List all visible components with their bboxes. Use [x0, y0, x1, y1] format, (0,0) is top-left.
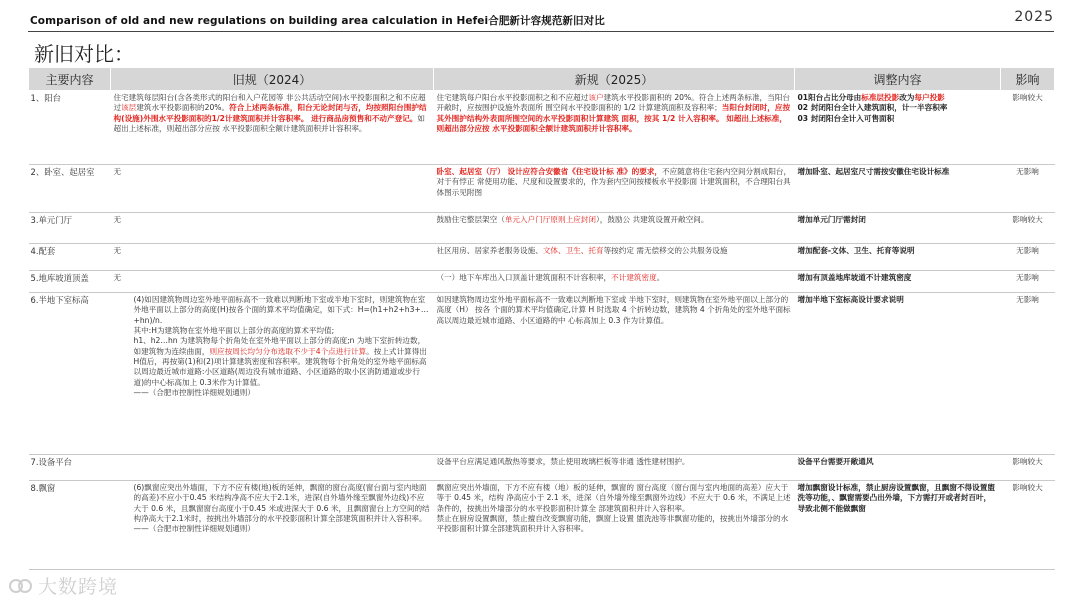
text-segment: 等按约定 需无偿移交的公共服务设施	[603, 246, 728, 255]
cell-impact: 影响较大	[1001, 91, 1055, 165]
text-segment: 住宅建筑每层阳台(含各类形式的阳台和入户花园等 非公共活动空间)水平投影面积之和不应超过	[113, 93, 426, 113]
cell-adjustment	[795, 481, 1001, 570]
col-header-impact: 影响	[1001, 68, 1055, 91]
text-segment: 不应随意将住宅套内空间分割成阳台，对于有悖正 常使用功能、尺度和设置要求的，作为套内空间按楼板水平投影面 计建筑面积，不合理阳台具体图示见附图	[436, 167, 792, 197]
highlighted-text: 该户	[588, 93, 604, 102]
cell-item: 4.配套	[29, 244, 111, 271]
text-segment: 无	[113, 215, 122, 224]
highlighted-text: 则应按周长均匀分布选取不少于4个点进行计算	[209, 346, 367, 356]
text-segment: 增加半地下室标高设计要求说明	[797, 295, 904, 304]
cell-item: 1、阳台	[29, 91, 111, 165]
highlighted-text: 标准层投影	[861, 93, 900, 102]
text-segment: 如因建筑物周边室外地平面标高不一致难以判断地下室或 半地下室时，则建筑物在室外地平面以上部分的高度（H） 按各 个面的算术平均值确定,计算 H 时选取 4 个折转边数，建筑物 4 个折角处的室外地平面标高以周边最近城市道路、小区道路的中 心标高加上 0.3 作为计算值。	[436, 295, 791, 325]
text-segment: 无	[113, 273, 122, 282]
cell-item: 7.设备平台	[29, 455, 111, 481]
watermark-logo-icon	[8, 576, 34, 596]
table-row	[29, 293, 1055, 455]
cell-adjustment	[795, 244, 1001, 271]
text-segment: 设备平台需要开敞通风	[797, 457, 874, 466]
text-segment: 如超出上述标准，则超出部分应按 水平投影面积全额计建筑面积并计容积率。	[113, 113, 425, 133]
cell-new-rule	[434, 165, 795, 213]
comparison-table	[28, 67, 1055, 570]
table-row	[29, 91, 1055, 165]
text-segment: 无	[113, 246, 122, 255]
text-segment: 建筑水平投影面积的20%。	[136, 103, 230, 113]
cell-impact: 无影响	[1001, 271, 1055, 293]
text-segment: 增加单元门厅需封闭	[797, 215, 866, 224]
cell-old-rule	[111, 271, 434, 293]
cell-new-rule	[434, 293, 795, 455]
cell-adjustment	[795, 455, 1001, 481]
text-segment: 鼓励住宅整层架空（	[436, 215, 505, 224]
text-segment: 设备平台应满足通风散热等要求，禁止使用玻璃栏板等非通 透性建材围护。	[436, 457, 690, 466]
highlighted-text: 该层	[121, 103, 137, 113]
highlighted-text: 当阳台封闭时，应按其外围护结构外表面所围空间的水平投影面积计算建筑 面积，按其 1/2 计入容积率。 如超出上述标准，则超出部分应按 水平投影面积全额计建筑面积并计容积率。	[436, 103, 791, 133]
cell-item: 3.单元门厅	[29, 213, 111, 244]
text-segment: (4)如因建筑物周边室外地平面标高不一致难以判断地下室或半地下室时，则建筑物在室外地平面以上部分的高度(H)按各个面的算术平均值确定，如下式：H=(h1+h2+h3+…+hn)/n. 其中:H为建筑物在室外地平面以上部分的高度的算术平均值; h1、h2…hn 为建筑物每个折角处在室外地平面以上部分的高度;n 为地下室折转边数，如建筑物为连续曲面，	[133, 295, 429, 356]
header-title: Comparison of old and new regulations on building area calculation in Hefei合肥新计容规范新旧对比	[30, 15, 605, 27]
col-header-old: 旧规（2024）	[111, 68, 434, 91]
watermark-text: 大数跨境	[38, 576, 119, 598]
text-segment: 社区用房、居家养老服务设施、	[436, 246, 543, 255]
text-segment: 增加飘窗设计标准，禁止厨房设置飘窗，且飘窗不得设置盥洗等功能，、飘窗需要凸出外墙，下方需打开或者封百叶，导致北侧不能做飘窗	[797, 483, 995, 513]
cell-old-rule	[111, 293, 434, 455]
cell-impact: 影响较大	[1001, 481, 1055, 570]
cell-item: 8.飘窗	[29, 481, 111, 570]
text-segment: 改为	[899, 93, 915, 102]
cell-old-rule	[111, 213, 434, 244]
table-row	[29, 244, 1055, 271]
text-segment: （一）地下车库出入口顶盖计建筑面积不计容积率，	[436, 273, 612, 282]
table-row	[29, 271, 1055, 293]
cell-new-rule	[434, 455, 795, 481]
cell-impact: 无影响	[1001, 244, 1055, 271]
table-row	[29, 481, 1055, 570]
header-year: 2025	[1014, 9, 1054, 25]
cell-old-rule	[111, 91, 434, 165]
highlighted-text: 单元入户门厅原则上应封闭	[504, 215, 596, 224]
text-segment: 增加卧室、起居室尺寸需按安徽住宅设计标准	[797, 167, 950, 176]
main-title: 新旧对比：	[34, 42, 134, 66]
cell-impact: 影响较大	[1001, 455, 1055, 481]
cell-item: 6.半地下室标高	[29, 293, 111, 455]
cell-old-rule	[111, 455, 434, 481]
cell-old-rule	[111, 165, 434, 213]
cell-adjustment	[795, 293, 1001, 455]
text-segment: 住宅建筑每户阳台水平投影面积之和不应超过	[436, 93, 589, 102]
highlighted-text: 文体、卫生、托育	[542, 246, 604, 255]
highlighted-text: 不计建筑密度	[611, 273, 657, 282]
text-segment: 增加有顶盖地库坡道不计建筑密度	[797, 273, 912, 282]
text-segment: 01阳台占比分母由	[797, 93, 862, 102]
cell-impact: 影响较大	[1001, 213, 1055, 244]
cell-old-rule	[111, 244, 434, 271]
cell-new-rule	[434, 271, 795, 293]
cell-new-rule	[434, 213, 795, 244]
cell-impact: 无影响	[1001, 293, 1055, 455]
cell-new-rule	[434, 91, 795, 165]
highlighted-text: 卧室、起居室（厅） 设计应符合安徽省《住宅设计标 准》的要求，	[436, 167, 663, 176]
cell-item: 2、卧室、起居室	[29, 165, 111, 213]
cell-adjustment	[795, 271, 1001, 293]
highlighted-text: 每户投影	[914, 93, 945, 102]
cell-impact: 无影响	[1001, 165, 1055, 213]
text-segment: 飘窗应突出外墙面，下方不应有楼（地）板的延伸，飘窗的 窗台高度（窗台面与室内地面的高差）应大于等于 0.45 米，结构 净高应小于 2.1 米，进深（自外墙外缘至飘窗外边线）不应大于 0.6 米，不满足上述条件的，按挑出外墙部分的水平投影面积计算全 部建筑面积并计入容积率。 禁止在厨房设置飘窗，禁止擅自改变飘窗功能，飘窗上设置 盥洗池等非飘窗功能的，按挑出外墙部分的水平投影面积计算全部建筑面积并计入容积率。	[436, 483, 791, 534]
col-header-adjust: 调整内容	[795, 68, 1001, 91]
table-header-row	[29, 68, 1055, 91]
text-segment: ），鼓励公 共建筑设置开敞空间。	[595, 215, 709, 224]
table-row	[29, 165, 1055, 213]
col-header-item: 主要内容	[29, 68, 111, 91]
table-row	[29, 213, 1055, 244]
cell-new-rule	[434, 481, 795, 570]
watermark	[8, 572, 118, 599]
text-segment: 增加配套-文体、卫生、托育等说明	[797, 246, 915, 255]
table-row	[29, 455, 1055, 481]
cell-adjustment	[795, 165, 1001, 213]
cell-item: 5.地库坡道顶盖	[29, 271, 111, 293]
header-divider	[28, 31, 1054, 32]
highlighted-text: 符合上述两条标准，阳台无论封闭与否，均按照阳台围护结构(设施)外围水平投影面积的1/2计建筑面积并计容积率。 进行商品房预售和不动产登记。	[113, 103, 427, 123]
text-segment: 建筑水平投影面积的 20%。符合上述两条标准，当阳台开敞时，应按围护设施外表面所 围空间水平投影面积的 1/2 计算建筑面积及容积率；	[436, 93, 790, 113]
text-segment: 02 封闭阳台全计入建筑面积，计一半容积率 03 封闭阳台全计入可售面积	[797, 103, 948, 123]
text-segment: 。	[656, 273, 665, 282]
cell-old-rule	[111, 481, 434, 570]
cell-adjustment	[795, 91, 1001, 165]
cell-new-rule	[434, 244, 795, 271]
col-header-new: 新规（2025）	[434, 68, 795, 91]
cell-adjustment	[795, 213, 1001, 244]
text-segment: 无	[113, 167, 122, 176]
text-segment: 。按上式计算得出H值后，再按第(1)和(2)项计算建筑密度和容积率。建筑物每个折角处的室外地平面标高以周边最近城市道路:小区道路(周边没有城市道路、小区道路的取小区消防通道或步行道)的中心标高加上 0.3米作为计算值。 ——（合肥市控制性详细规划通则）	[133, 346, 427, 397]
text-segment: (6)飘窗应突出外墙面，下方不应有楼(地)板的延伸，飘窗的窗台高度(窗台面与室内地面的高差)不应小于0.45 米结构净高不应大于2.1米，进深(自外墙外缘至飘窗外边线)不应大于 0.6 米，且飘窗窗台高度小于0.45 米或进深大于 0.6 米，且飘窗窗台上方空间的结构净高大于2.1米时，按挑出外墙部分的水平投影面积计算全部建筑面积并计入容积率。——（合肥市控制性详细规划通则）	[133, 483, 430, 534]
